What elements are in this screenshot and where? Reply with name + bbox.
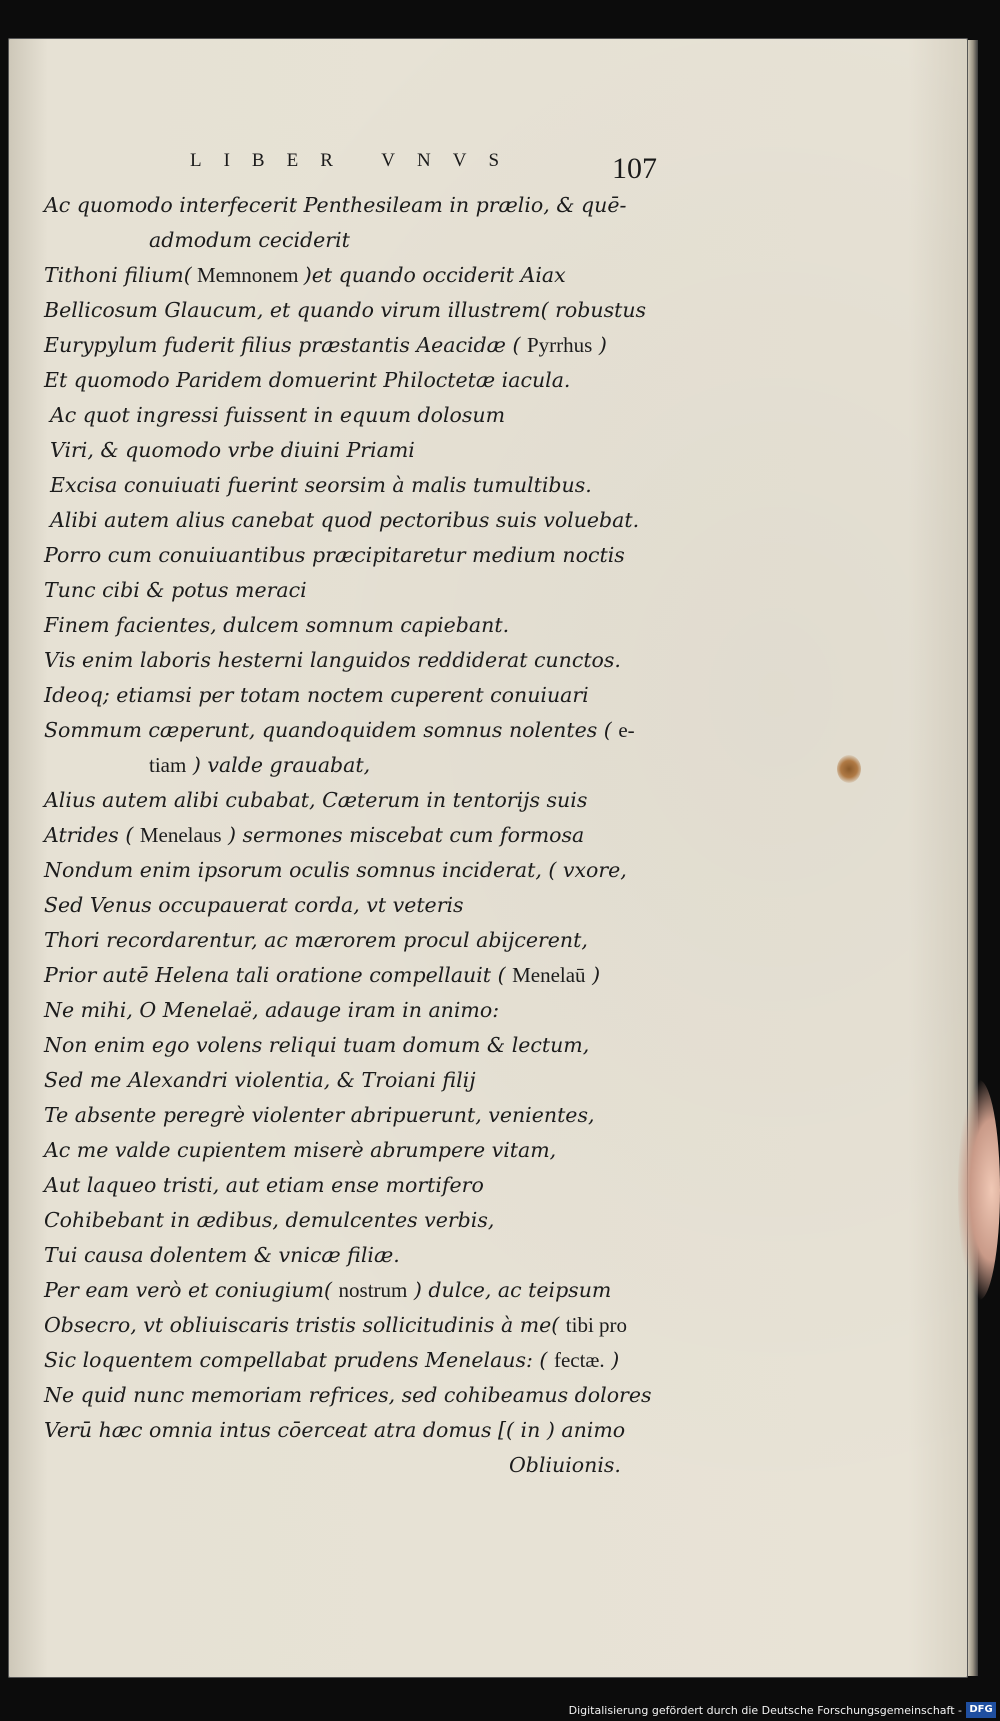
roman-gloss: nostrum <box>338 1278 408 1302</box>
text-line <box>44 1098 684 1133</box>
italic-text: Obliuionis. <box>509 1453 621 1477</box>
italic-text: Ne quid nunc memoriam refrices, sed cohibeamus dolores <box>44 1383 652 1407</box>
text-line <box>44 363 684 398</box>
text-line <box>44 608 684 643</box>
italic-text: Ideoq; etiamsi per totam noctem cuperent conuiuari <box>44 683 589 707</box>
text-line <box>44 1378 684 1413</box>
text-line <box>44 958 684 993</box>
text-line <box>44 923 684 958</box>
italic-text: Alibi autem alius canebat quod pectoribus suis voluebat. <box>50 508 640 532</box>
ink-stain <box>837 755 861 783</box>
italic-text: )et quando occiderit Aiax <box>303 263 566 287</box>
italic-text: Tunc cibi & potus meraci <box>44 578 307 602</box>
text-line <box>44 1238 684 1273</box>
text-line <box>44 328 684 363</box>
italic-text: Ac quomodo interfecerit Penthesileam in prælio, & quē- <box>44 193 627 217</box>
text-line <box>44 1203 684 1238</box>
roman-gloss: Menelaus <box>139 823 222 847</box>
italic-text: Sed Venus occupauerat corda, vt veteris <box>44 893 464 917</box>
footer-credit: Digitalisierung gefördert durch die Deutsche Forschungsgemeinschaft - <box>568 1704 962 1717</box>
italic-text: ) <box>585 963 601 987</box>
italic-text: Obsecro, vt obliuiscaris tristis sollicitudinis à me( <box>44 1313 566 1337</box>
italic-text: ) <box>592 333 607 357</box>
text-line <box>44 678 684 713</box>
text-line <box>44 643 684 678</box>
italic-text: Sed me Alexandri violentia, & Troiani filij <box>44 1068 476 1092</box>
text-line <box>44 503 684 538</box>
italic-text: Thori recordarentur, ac mærorem procul abijcerent, <box>44 928 588 952</box>
italic-text: Te absente peregrè violenter abripuerunt, venientes, <box>44 1103 595 1127</box>
roman-gloss: e- <box>618 718 635 742</box>
text-line <box>44 188 684 223</box>
text-line <box>44 1448 684 1483</box>
text-line <box>44 258 684 293</box>
italic-text: Ac me valde cupientem miserè abrumpere vitam, <box>44 1138 557 1162</box>
text-line <box>44 748 684 783</box>
text-line <box>44 993 684 1028</box>
italic-text: Porro cum conuiuantibus præcipitaretur medium noctis <box>44 543 625 567</box>
italic-text: Sommum cæperunt, quandoquidem somnus nolentes ( <box>44 718 619 742</box>
italic-text: Viri, & quomodo vrbe diuini Priami <box>50 438 415 462</box>
roman-gloss: fectæ. <box>553 1348 605 1372</box>
italic-text: Per eam verò et coniugium( <box>44 1278 339 1302</box>
italic-text: Finem facientes, dulcem somnum capiebant. <box>44 613 510 637</box>
thumb-shadow <box>958 1080 1000 1300</box>
italic-text: Ne mihi, O Menelaë, adauge iram in animo: <box>44 998 500 1022</box>
text-line <box>44 888 684 923</box>
verse-text <box>44 188 684 1483</box>
dfg-logo: DFG <box>966 1702 996 1718</box>
italic-text: Atrides ( <box>44 823 140 847</box>
roman-gloss: Menelaū <box>512 963 586 987</box>
text-line <box>44 1133 684 1168</box>
text-line <box>44 1413 684 1448</box>
italic-text: Nondum enim ipsorum oculis somnus inciderat, ( vxore, <box>44 858 627 882</box>
italic-text: Sic loquentem compellabat prudens Menelaus: ( <box>44 1348 554 1372</box>
text-line <box>44 1273 684 1308</box>
text-line <box>44 1308 684 1343</box>
italic-text: Bellicosum Glaucum, et quando virum illustrem( robustus <box>44 298 647 322</box>
italic-text: Tui causa dolentem & vnicæ filiæ. <box>44 1243 400 1267</box>
italic-text: ) sermones miscebat cum formosa <box>221 823 585 847</box>
italic-text: Cohibebant in ædibus, demulcentes verbis, <box>44 1208 495 1232</box>
text-line <box>44 1343 684 1378</box>
italic-text: Aut laqueo tristi, aut etiam ense mortifero <box>44 1173 484 1197</box>
page-edge <box>968 40 978 1676</box>
italic-text: Eurypylum fuderit filius præstantis Aeacidæ ( <box>44 333 527 357</box>
italic-text: admodum ceciderit <box>149 228 350 252</box>
italic-text: Tithoni filium( <box>44 263 192 287</box>
italic-text: Prior autē Helena tali oratione compellauit ( <box>44 963 513 987</box>
roman-gloss: tiam <box>149 753 187 777</box>
text-line <box>44 398 684 433</box>
text-line <box>44 573 684 608</box>
italic-text: Verū hæc omnia intus cōerceat atra domus [( in ) animo <box>44 1418 626 1442</box>
text-line <box>44 468 684 503</box>
italic-text: Ac quot ingressi fuissent in equum dolosum <box>50 403 506 427</box>
text-line <box>44 853 684 888</box>
text-line <box>44 818 684 853</box>
running-head: LIBER VNVS <box>190 150 522 171</box>
italic-text: ) valde grauabat, <box>186 753 371 777</box>
text-line <box>44 783 684 818</box>
page-number: 107 <box>612 152 657 185</box>
text-line <box>44 1063 684 1098</box>
roman-gloss: tibi pro <box>565 1313 628 1337</box>
roman-gloss: Memnonem <box>191 263 304 287</box>
text-line <box>44 1028 684 1063</box>
text-line <box>44 538 684 573</box>
italic-text: Vis enim laboris hesterni languidos reddiderat cunctos. <box>44 648 621 672</box>
italic-text: Alius autem alibi cubabat, Cæterum in tentorijs suis <box>44 788 588 812</box>
italic-text: Et quomodo Paridem domuerint Philoctetæ iacula. <box>44 368 571 392</box>
italic-text: Excisa conuiuati fuerint seorsim à malis tumultibus. <box>50 473 592 497</box>
italic-text: ) dulce, ac teipsum <box>407 1278 612 1302</box>
italic-text: ) <box>604 1348 620 1372</box>
text-line <box>44 1168 684 1203</box>
roman-gloss: Pyrrhus <box>526 333 593 357</box>
text-line <box>44 293 684 328</box>
text-line <box>44 713 684 748</box>
italic-text: Non enim ego volens reliqui tuam domum & lectum, <box>44 1033 590 1057</box>
text-line <box>44 433 684 468</box>
text-line <box>44 223 684 258</box>
